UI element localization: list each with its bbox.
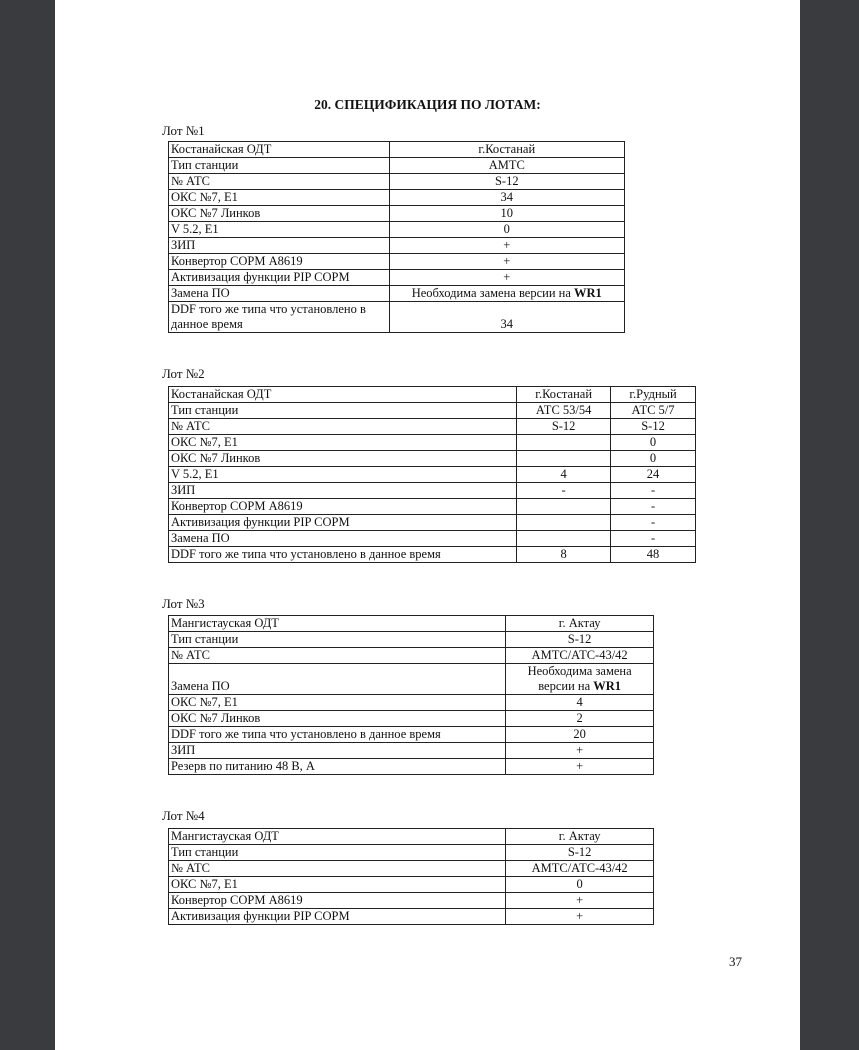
table-row [169, 616, 654, 632]
table-row [169, 206, 625, 222]
row-value: г. Актау [506, 616, 654, 632]
lot-3-table [168, 615, 654, 775]
row-value: + [506, 893, 654, 909]
row-label: Активизация функции PIP СОРМ [169, 270, 390, 286]
row-value: 2 [506, 711, 654, 727]
row-value [517, 531, 611, 547]
value-text: Необходима замена версии на [411, 286, 575, 300]
row-value [517, 499, 611, 515]
row-label: Замена ПО [169, 286, 390, 302]
row-value: S-12 [517, 419, 611, 435]
row-label: Тип станции [169, 403, 517, 419]
row-label: Мангистауская ОДТ [169, 829, 506, 845]
row-label: ОКС №7 Линков [169, 206, 390, 222]
table-row [169, 270, 625, 286]
table-row [169, 499, 696, 515]
row-label: ОКС №7, E1 [169, 695, 506, 711]
row-value: + [389, 270, 624, 286]
row-value: 0 [506, 877, 654, 893]
table-row [169, 695, 654, 711]
row-label: Костанайская ОДТ [169, 387, 517, 403]
table-row [169, 302, 625, 333]
table-row [169, 711, 654, 727]
row-value: - [517, 483, 611, 499]
row-label: № АТС [169, 174, 390, 190]
lot-4-label: Лот №4 [162, 808, 205, 823]
row-label: ОКС №7 Линков [169, 711, 506, 727]
row-value: 24 [611, 467, 696, 483]
row-label: Активизация функции PIP СОРМ [169, 515, 517, 531]
lot-2-label: Лот №2 [162, 366, 205, 381]
table-row [169, 142, 625, 158]
value-bold: WR1 [593, 679, 622, 693]
table-row [169, 877, 654, 893]
row-value: 48 [611, 547, 696, 563]
table-row [169, 664, 654, 695]
row-value: S-12 [506, 632, 654, 648]
row-label: ЗИП [169, 238, 390, 254]
table-row [169, 190, 625, 206]
row-label: № АТС [169, 648, 506, 664]
row-label: DDF того же типа что установлено в данное время [169, 302, 390, 333]
table-row [169, 286, 625, 302]
table-row [169, 648, 654, 664]
value-bold: WR1 [574, 286, 602, 300]
table-row [169, 403, 696, 419]
row-value: АМТС/АТС-43/42 [506, 648, 654, 664]
table-row [169, 419, 696, 435]
row-value: 4 [506, 695, 654, 711]
row-label: № АТС [169, 419, 517, 435]
row-value [517, 451, 611, 467]
row-value: АМТС [389, 158, 624, 174]
row-label: DDF того же типа что установлено в данное время [169, 727, 506, 743]
table-row [169, 387, 696, 403]
row-value: S-12 [611, 419, 696, 435]
table-row [169, 483, 696, 499]
table-row [169, 829, 654, 845]
row-value: 8 [517, 547, 611, 563]
row-value: 34 [389, 302, 624, 333]
table-row [169, 759, 654, 775]
table-row [169, 174, 625, 190]
row-label: ОКС №7, E1 [169, 435, 517, 451]
row-value: АМТС/АТС-43/42 [506, 861, 654, 877]
row-value: - [611, 515, 696, 531]
row-label: ОКС №7, E1 [169, 190, 390, 206]
row-label: Замена ПО [169, 664, 506, 695]
row-label: ОКС №7, E1 [169, 877, 506, 893]
table-row [169, 451, 696, 467]
row-value: 0 [389, 222, 624, 238]
table-row [169, 254, 625, 270]
row-label: Тип станции [169, 632, 506, 648]
row-value [517, 515, 611, 531]
row-value: + [389, 238, 624, 254]
row-label: Тип станции [169, 158, 390, 174]
row-label: ЗИП [169, 743, 506, 759]
row-value: - [611, 499, 696, 515]
row-value: г.Костанай [517, 387, 611, 403]
lot-4-table [168, 828, 654, 925]
row-label: V 5.2, E1 [169, 467, 517, 483]
table-row [169, 632, 654, 648]
lot-1-table [168, 141, 625, 333]
table-row [169, 238, 625, 254]
row-label: Конвертор СОРМ А8619 [169, 254, 390, 270]
row-value: - [611, 531, 696, 547]
row-value: 10 [389, 206, 624, 222]
row-value: 0 [611, 451, 696, 467]
table-row [169, 515, 696, 531]
row-label: Мангистауская ОДТ [169, 616, 506, 632]
row-label: ЗИП [169, 483, 517, 499]
row-label: Замена ПО [169, 531, 517, 547]
row-label: № АТС [169, 861, 506, 877]
table-row [169, 861, 654, 877]
row-value [517, 435, 611, 451]
row-value: г.Рудный [611, 387, 696, 403]
row-label: Тип станции [169, 845, 506, 861]
row-label: ОКС №7 Линков [169, 451, 517, 467]
table-row [169, 727, 654, 743]
row-label: DDF того же типа что установлено в данное время [169, 547, 517, 563]
table-row [169, 743, 654, 759]
row-value: г.Костанай [389, 142, 624, 158]
document-page [55, 0, 800, 1050]
row-value [389, 286, 624, 302]
row-value: + [506, 909, 654, 925]
lot-3-label: Лот №3 [162, 596, 205, 611]
lot-1-label: Лот №1 [162, 123, 205, 138]
section-title: 20. СПЕЦИФИКАЦИЯ ПО ЛОТАМ: [314, 97, 541, 112]
table-row [169, 893, 654, 909]
row-value: S-12 [389, 174, 624, 190]
row-value: S-12 [506, 845, 654, 861]
row-value: + [506, 743, 654, 759]
row-value: - [611, 483, 696, 499]
row-value: АТС 53/54 [517, 403, 611, 419]
table-row [169, 531, 696, 547]
page-number: 37 [729, 954, 742, 969]
row-label: Резерв по питанию 48 В, А [169, 759, 506, 775]
table-row [169, 467, 696, 483]
row-value [506, 664, 654, 695]
table-row [169, 845, 654, 861]
row-label: Активизация функции PIP СОРМ [169, 909, 506, 925]
row-value: + [389, 254, 624, 270]
value-text: Необходима замена версии на [527, 664, 632, 693]
row-value: 34 [389, 190, 624, 206]
row-value: АТС 5/7 [611, 403, 696, 419]
row-value: 0 [611, 435, 696, 451]
row-label: Конвертор СОРМ А8619 [169, 893, 506, 909]
lot-2-table [168, 386, 696, 563]
row-value: + [506, 759, 654, 775]
table-row [169, 435, 696, 451]
row-label: Конвертор СОРМ А8619 [169, 499, 517, 515]
row-value: 4 [517, 467, 611, 483]
table-row [169, 222, 625, 238]
table-row [169, 547, 696, 563]
table-row [169, 158, 625, 174]
row-label: V 5.2, E1 [169, 222, 390, 238]
table-row [169, 909, 654, 925]
row-value: г. Актау [506, 829, 654, 845]
row-label: Костанайская ОДТ [169, 142, 390, 158]
row-value: 20 [506, 727, 654, 743]
